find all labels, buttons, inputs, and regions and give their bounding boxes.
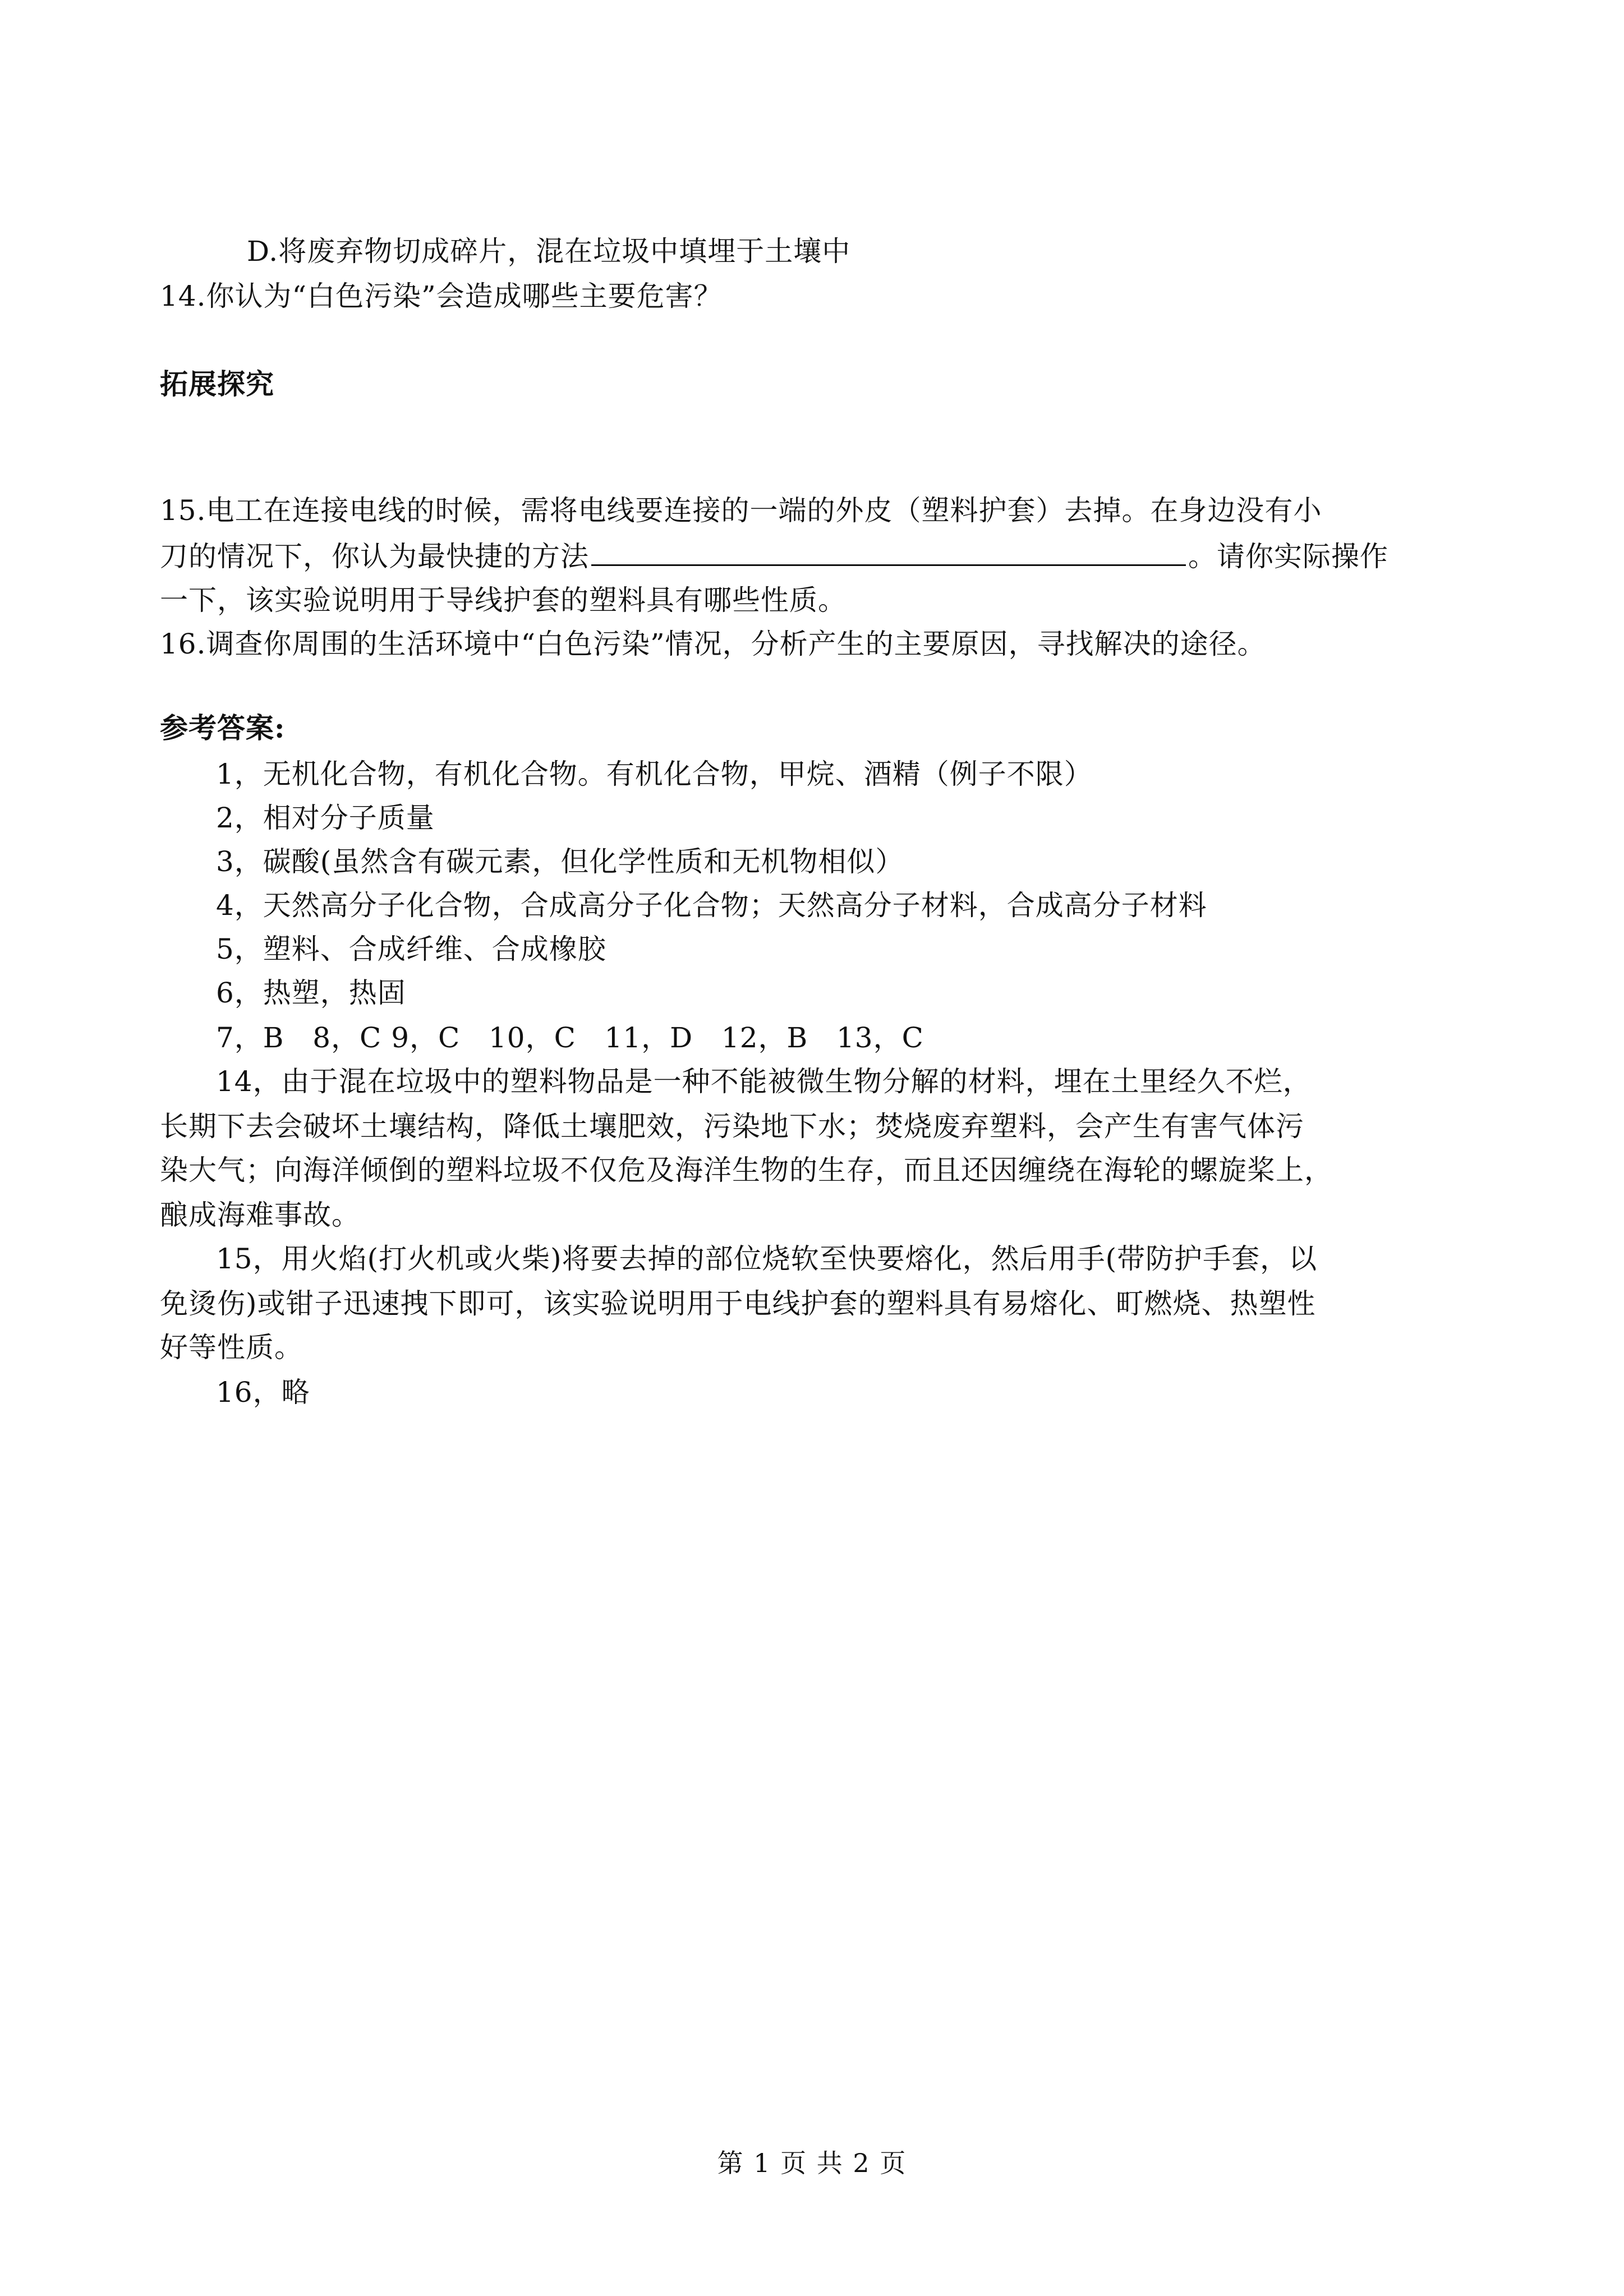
answer-14-line-2: 长期下去会破坏土壤结构，降低土壤肥效，污染地下水；焚烧废弃塑料，会产生有害气体污 [160, 1110, 1304, 1143]
question-15-line-3: 一下，该实验说明用于导线护套的塑料具有哪些性质。 [160, 584, 846, 616]
question-15-text-before-blank: 刀的情况下，你认为最快捷的方法 [160, 540, 589, 573]
answer-5: 5，塑料、合成纤维、合成橡胶 [216, 933, 606, 965]
page-footer: 第 1 页 共 2 页 [717, 2148, 907, 2178]
answer-14-line-3: 染大气；向海洋倾倒的塑料垃圾不仅危及海洋生物的生存，而且还因缠绕在海轮的螺旋桨上， [160, 1154, 1333, 1186]
answers-heading: 参考答案: [160, 711, 286, 744]
question-15-line-2 [160, 539, 1388, 573]
answer-2: 2，相对分子质量 [216, 802, 435, 834]
question-16: 16.调查你周围的生活环境中“白色污染”情况，分析产生的主要原因，寻找解决的途径。 [160, 628, 1266, 660]
answer-4: 4，天然高分子化合物，合成高分子化合物；天然高分子材料，合成高分子材料 [216, 889, 1207, 922]
question-15-text-after-blank: 。请你实际操作 [1188, 540, 1388, 573]
answer-3: 3，碳酸(虽然含有碳元素，但化学性质和无机物相似） [216, 845, 904, 878]
answer-15-line-1: 15，用火焰(打火机或火柴)将要去掉的部位烧软至快要熔化，然后用手(带防护手套，以 [216, 1243, 1318, 1275]
question-14: 14.你认为“白色污染”会造成哪些主要危害？ [160, 280, 723, 312]
answer-7-to-13: 7，B 8，C 9，C 10，C 11，D 12，B 13，C [216, 1022, 924, 1054]
answer-16: 16，略 [216, 1376, 310, 1409]
answer-14-line-1: 14，由于混在垃圾中的塑料物品是一种不能被微生物分解的材料，埋在土里经久不烂， [216, 1065, 1312, 1098]
answer-15-line-3: 好等性质。 [160, 1331, 303, 1364]
answer-14-line-4: 酿成海难事故。 [160, 1199, 360, 1231]
question-15-line-1: 15.电工在连接电线的时候，需将电线要连接的一端的外皮（塑料护套）去掉。在身边没有小 [160, 494, 1322, 527]
answer-blank[interactable] [591, 539, 1186, 566]
answer-1: 1，无机化合物，有机化合物。有机化合物，甲烷、酒精（例子不限） [216, 758, 1093, 790]
answer-15-line-2: 免烫伤)或钳子迅速拽下即可，该实验说明用于电线护套的塑料具有易熔化、町燃烧、热塑性 [160, 1287, 1316, 1320]
extension-heading: 拓展探究 [160, 367, 274, 401]
answer-6: 6，热塑，热固 [216, 977, 406, 1009]
question-13-option-d: D.将废弃物切成碎片，混在垃圾中填埋于土壤中 [247, 235, 851, 268]
